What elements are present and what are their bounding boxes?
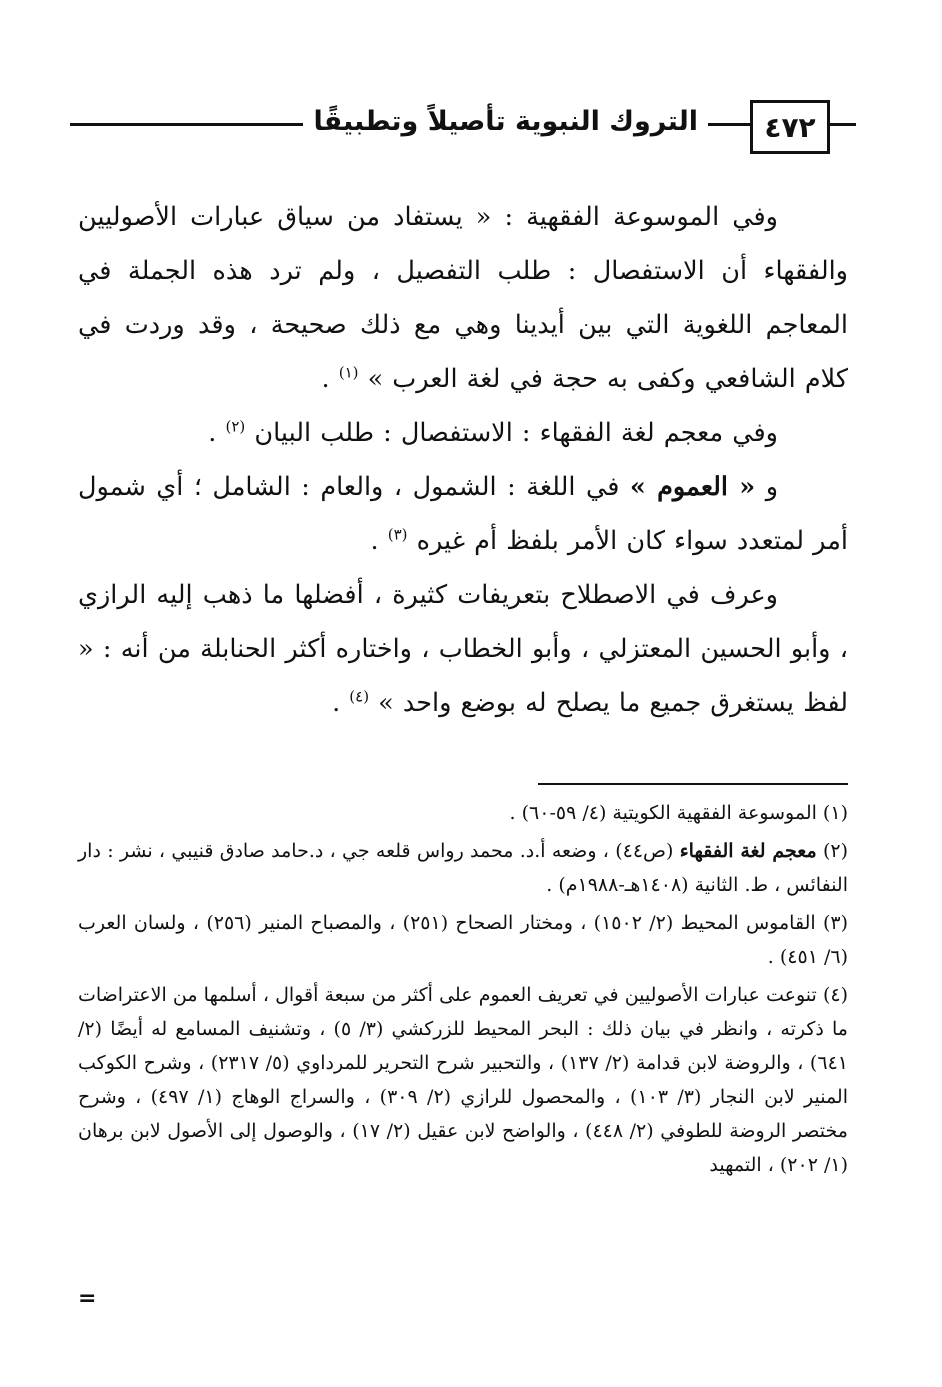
- footnote-1: (١) الموسوعة الفقهية الكويتية (٤/ ٥٩-٦٠) .: [509, 802, 848, 824]
- footnote-separator: [538, 783, 848, 785]
- footnote-text: (ص٤٤) ، وضعه أ.د. محمد رواس قلعه جي ، د.حامد صادق قنيبي ، نشر : دار النفائس ، ط. الثانية (١٤٠٨هـ-١٩٨٨م) .: [78, 840, 848, 896]
- paragraph-terminology: [78, 568, 848, 730]
- book-title: التروك النبوية تأصيلاً وتطبيقًا: [303, 102, 708, 142]
- footnote-ref: (٤): [349, 687, 370, 706]
- paragraph-text: في اللغة : الشمول ، والعام : الشامل ؛ أي شمول أمر لمتعدد سواء كان الأمر بلفظ أم غيره: [78, 472, 848, 556]
- paragraph-lexicon: [78, 406, 848, 460]
- footnotes: [78, 796, 848, 1186]
- footnote-number: (٢): [822, 840, 848, 862]
- conjunction: و: [765, 472, 779, 502]
- paragraph-umum-definition: [78, 460, 848, 568]
- sentence-end: .: [208, 418, 217, 448]
- paragraph-text: وعرف في الاصطلاح بتعريفات كثيرة ، أفضلها ما ذهب إليه الرازي ، وأبو الحسين المعتزلي ، وأبو الخطاب ، واختاره أكثر الحنابلة من أنه : « لفظ يستغرق جميع ما يصلح له بوضع واحد »: [78, 580, 848, 718]
- footnote-source-title: معجم لغة الفقهاء: [679, 840, 817, 862]
- page-header: [70, 88, 856, 158]
- footnote-3: (٣) القاموس المحيط (٢/ ١٥٠٢) ، ومختار الصحاح (٢٥١) ، والمصباح المنير (٢٥٦) ، ولسان العرب (٦/ ٤٥١) .: [78, 912, 848, 968]
- continuation-mark: =: [78, 1286, 97, 1311]
- footnote-ref: (٣): [387, 525, 408, 544]
- sentence-end: .: [370, 526, 379, 556]
- sentence-end: .: [332, 688, 341, 718]
- paragraph-text: وفي الموسوعة الفقهية : « يستفاد من سياق عبارات الأصوليين والفقهاء أن الاستفصال : طلب التفصيل ، ولم ترد هذه الجملة في المعاجم اللغوية التي بين أيدينا وهي مع ذلك صحيحة ، وقد وردت في كلام الشافعي وكفى به حجة في لغة العرب »: [78, 202, 848, 394]
- sentence-end: .: [321, 364, 330, 394]
- page-number: ٤٧٢: [750, 100, 830, 154]
- footnote-2: [78, 834, 848, 902]
- main-text: [78, 190, 848, 730]
- footnote-ref: (١): [338, 363, 359, 382]
- footnote-ref: (٢): [225, 417, 246, 436]
- footnote-4: (٤) تنوعت عبارات الأصوليين في تعريف العموم على أكثر من سبعة أقوال ، أسلمها من الاعتراضات ما ذكرته ، وانظر في بيان ذلك : البحر المحيط للزركشي (٣/ ٥) ، وتشنيف المسامع له أيضًا (٢/ ٦٤١) ، والروضة لابن قدامة (٢/ ١٣٧) ، والتحبير شرح التحرير للمرداوي (٥/ ٢٣١٧) ، وشرح الكوكب المنير لابن النجار (٣/ ١٠٣) ، والمحصول للرازي (٢/ ٣٠٩) ، والسراج الوهاج (١/ ٤٩٧) ، وشرح مختصر الروضة للطوفي (٢/ ٤٤٨) ، والواضح لابن عقيل (٢/ ١٧) ، والوصول إلى الأصول لابن برهان (١/ ٢٠٢) ، التمهيد: [78, 984, 848, 1176]
- paragraph-text: وفي معجم لغة الفقهاء : الاستفصال : طلب البيان: [254, 418, 778, 448]
- paragraph-encyclopedia: [78, 190, 848, 406]
- term-umum: « العموم »: [629, 472, 756, 502]
